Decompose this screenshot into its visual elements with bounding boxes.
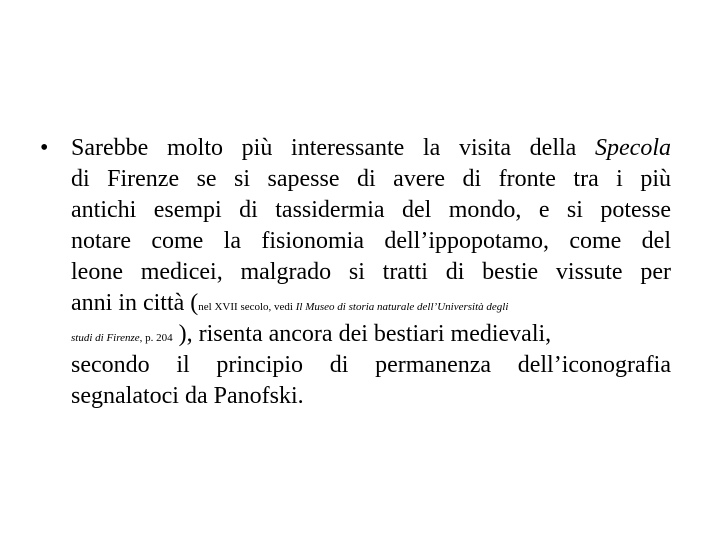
text-line-7 — [71, 319, 671, 350]
bullet-marker: • — [40, 135, 49, 161]
text-line-6 — [71, 288, 671, 319]
text-line-9: segnalatoci da Panofski. — [71, 383, 304, 409]
citation-note: nel XVII secolo, vedi — [198, 301, 296, 313]
text-line-2: di Firenze se si sapesse di avere di fronte tra i più — [71, 166, 671, 192]
citation-note: , p. 204 — [139, 332, 173, 344]
italic-segment: Specola — [595, 135, 671, 161]
text-line-8: secondo il principio di permanenza dell’iconografia — [71, 352, 671, 378]
text-line-3: antichi esempi di tassidermia del mondo, e si potesse — [71, 197, 671, 223]
text-segment: anni in città ( — [71, 290, 199, 316]
text-segment: Sarebbe molto più interessante la visita della — [71, 135, 596, 161]
citation-title: studi di Firenze — [71, 332, 140, 344]
citation-title: Il Museo di storia naturale dell’Università degli — [295, 301, 509, 313]
text-line-5: leone medicei, malgrado si tratti di bestie vissute per — [71, 259, 671, 285]
text-line-4: notare come la fisionomia dell’ippopotamo, come del — [71, 228, 671, 254]
text-line-1 — [71, 133, 671, 164]
text-segment: ), risenta ancora dei bestiari medievali, — [172, 321, 552, 347]
bullet-paragraph — [71, 133, 671, 412]
